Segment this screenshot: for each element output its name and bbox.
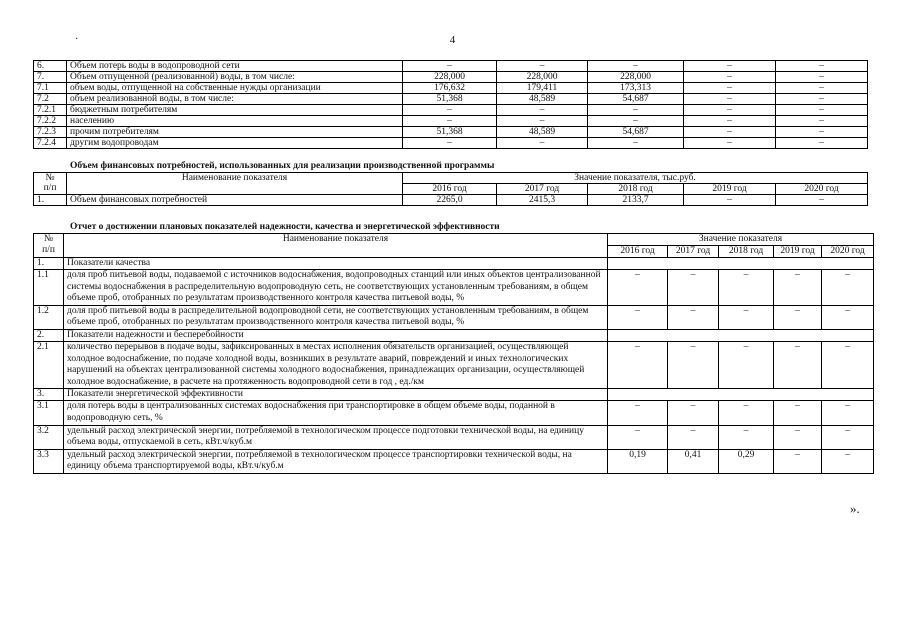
row-name: доля проб питьевой воды, подаваемой с источников водоснабжения, водопроводных станций или иных объектов централизованной системы водоснабжения в распределительную водопроводную сеть, не соответствующих установленным требованиям, в общем объеме проб, отобранных по результатам производственного контроля качества питьевой воды, % (64, 270, 608, 306)
stray-dot: · (75, 34, 79, 45)
row-num: 7.2.2 (34, 116, 67, 127)
row-value: 48,589 (497, 127, 588, 138)
row-value: – (776, 83, 868, 94)
row-num: 3.2 (34, 425, 64, 449)
section-row (34, 329, 874, 341)
row-value: – (774, 341, 822, 388)
row-value: 179,411 (497, 83, 588, 94)
row-value: – (403, 105, 497, 116)
row-value: – (684, 94, 776, 105)
header-value: Значение показателя, тыс.руб. (403, 173, 868, 184)
section-name: Показатели энергетической эффективности (64, 389, 608, 401)
indicators-table (33, 233, 874, 474)
financial-needs-title: Объем финансовых потребностей, использованных для реализации производственной программы (70, 161, 495, 171)
row-value: – (774, 449, 822, 473)
row-value: – (684, 116, 776, 127)
table-row (34, 94, 868, 105)
row-value: 48,589 (497, 94, 588, 105)
row-value: 51,368 (403, 127, 497, 138)
table-row (34, 127, 868, 138)
row-num: 7.2.4 (34, 138, 67, 149)
row-value: 0,29 (719, 449, 774, 473)
row-num: 3.1 (34, 401, 64, 425)
row-name: прочим потребителям (67, 127, 403, 138)
row-name: количество перерывов в подаче воды, зафиксированных в местах исполнения обязательств организацией, осуществляющей холодное водоснабжение, по подаче холодной воды, возникших в результате аварий, повреждений и иных технологических нарушений на объектах централизованной системы холодного водоснабжения, принадлежащих организации, осуществляющей холодное водоснабжение, в расчете на протяженность водопроводной сети в год , ед./км (64, 341, 608, 388)
row-value: – (668, 425, 719, 449)
row-num: 1. (34, 195, 67, 206)
year-header: 2018 год (719, 246, 774, 258)
row-value: – (588, 61, 684, 72)
row-value: – (776, 116, 868, 127)
row-value: 2265,0 (403, 195, 497, 206)
indicators-header-row-1 (34, 234, 874, 246)
table-row (34, 270, 874, 306)
row-value: – (822, 270, 874, 306)
row-value: – (822, 341, 874, 388)
year-header: 2017 год (497, 184, 588, 195)
indicators-rows (34, 234, 874, 474)
financial-header-row-1 (34, 173, 868, 184)
row-value: – (684, 105, 776, 116)
table-row (34, 138, 868, 149)
year-header: 2019 год (774, 246, 822, 258)
row-value: 228,000 (588, 72, 684, 83)
table-row (34, 72, 868, 83)
table-row (34, 341, 874, 388)
row-value: – (774, 305, 822, 329)
financial-needs-table (33, 172, 868, 206)
row-value: 173,313 (588, 83, 684, 94)
row-value: – (776, 61, 868, 72)
row-value: 2415,3 (497, 195, 588, 206)
row-value: – (608, 341, 668, 388)
row-value: – (776, 195, 868, 206)
row-num: 1. (34, 258, 64, 270)
row-value: – (668, 401, 719, 425)
row-name: доля потерь воды в централизованных системах водоснабжения при транспортировке в общем объеме воды, поданной в водопроводную сеть, % (64, 401, 608, 425)
year-header: 2016 год (608, 246, 668, 258)
table-row (34, 305, 874, 329)
row-value: 54,687 (588, 127, 684, 138)
row-value: – (497, 61, 588, 72)
row-value: – (719, 401, 774, 425)
page-number: 4 (449, 34, 456, 46)
row-value: – (608, 305, 668, 329)
closing-quote: ». (850, 501, 860, 516)
row-value: – (668, 341, 719, 388)
row-value: – (403, 61, 497, 72)
row-num: 7.2.1 (34, 105, 67, 116)
row-value: – (497, 116, 588, 127)
section-row (34, 389, 874, 401)
row-value: – (776, 105, 868, 116)
header-num: № п/п (34, 234, 64, 258)
row-value: 176,632 (403, 83, 497, 94)
row-name: объем воды, отпущенной на собственные нужды организации (67, 83, 403, 94)
row-value: – (776, 72, 868, 83)
table-row (34, 116, 868, 127)
table-row (34, 61, 868, 72)
row-name: объем реализованной воды, в том числе: (67, 94, 403, 105)
row-value: – (822, 305, 874, 329)
row-num: 2. (34, 329, 64, 341)
row-value: – (776, 138, 868, 149)
empty-cell (608, 329, 874, 341)
row-num: 1.2 (34, 305, 64, 329)
row-name: населению (67, 116, 403, 127)
section-row (34, 258, 874, 270)
table-row (34, 105, 868, 116)
row-value: 51,368 (403, 94, 497, 105)
row-value: – (822, 401, 874, 425)
row-value: 54,687 (588, 94, 684, 105)
row-value: – (684, 138, 776, 149)
row-value: – (608, 270, 668, 306)
year-header: 2019 год (684, 184, 776, 195)
header-name: Наименование показателя (64, 234, 608, 258)
year-header: 2016 год (403, 184, 497, 195)
row-num: 1.1 (34, 270, 64, 306)
row-value: – (776, 94, 868, 105)
row-name: бюджетным потребителям (67, 105, 403, 116)
row-name: Объем потерь воды в водопроводной сети (67, 61, 403, 72)
row-value: 0,19 (608, 449, 668, 473)
empty-cell (608, 389, 874, 401)
year-header: 2020 год (822, 246, 874, 258)
row-value: – (608, 425, 668, 449)
year-header: 2017 год (668, 246, 719, 258)
row-value: – (497, 138, 588, 149)
row-value: – (822, 425, 874, 449)
row-value: – (588, 116, 684, 127)
row-value: 228,000 (497, 72, 588, 83)
year-header: 2018 год (588, 184, 684, 195)
row-value: 0,41 (668, 449, 719, 473)
row-value: – (588, 138, 684, 149)
row-value: – (684, 83, 776, 94)
row-value: – (403, 138, 497, 149)
row-name: доля проб питьевой воды в распределительной водопроводной сети, не соответствующих установленным требованиям, в общем объеме проб, отобранных по результатам производственного контроля качества питьевой воды, % (64, 305, 608, 329)
row-value: – (776, 127, 868, 138)
row-value: – (668, 270, 719, 306)
table-row (34, 425, 874, 449)
indicators-report-title: Отчет о достижении плановых показателей надежности, качества и энергетической эффективности (70, 222, 500, 232)
row-value: 228,000 (403, 72, 497, 83)
row-value: – (684, 61, 776, 72)
header-num: № п/п (34, 173, 67, 195)
row-num: 7.1 (34, 83, 67, 94)
row-value: – (719, 270, 774, 306)
row-num: 7. (34, 72, 67, 83)
row-value: – (719, 341, 774, 388)
row-value: 2133,7 (588, 195, 684, 206)
table-row (34, 401, 874, 425)
empty-cell (608, 258, 874, 270)
section-name: Показатели качества (64, 258, 608, 270)
row-value: – (774, 425, 822, 449)
row-value: – (497, 105, 588, 116)
table-row (34, 195, 868, 206)
row-value: – (774, 270, 822, 306)
row-value: – (719, 305, 774, 329)
year-header: 2020 год (776, 184, 868, 195)
table-row (34, 83, 868, 94)
row-name: удельный расход электрической энергии, потребляемой в технологическом процессе подготовки технической воды, на единицу объема воды, отпускаемой в сеть, кВт.ч/куб.м (64, 425, 608, 449)
row-name: другим водопроводам (67, 138, 403, 149)
row-num: 2.1 (34, 341, 64, 388)
row-num: 7.2 (34, 94, 67, 105)
row-name: Объем финансовых потребностей (67, 195, 403, 206)
row-num: 6. (34, 61, 67, 72)
row-num: 3.3 (34, 449, 64, 473)
row-value: – (684, 127, 776, 138)
section-name: Показатели надежности и бесперебойности (64, 329, 608, 341)
row-name: удельный расход электрической энергии, потребляемой в технологическом процессе транспортировки технической воды, на единицу объема транспортируемой воды, кВт.ч/куб.м (64, 449, 608, 473)
row-num: 7.2.3 (34, 127, 67, 138)
header-name: Наименование показателя (67, 173, 403, 195)
row-value: – (822, 449, 874, 473)
row-value: – (588, 105, 684, 116)
row-name: Объем отпущенной (реализованной) воды, в том числе: (67, 72, 403, 83)
row-value: – (668, 305, 719, 329)
water-volume-table (33, 60, 868, 149)
row-value: – (774, 401, 822, 425)
row-value: – (719, 425, 774, 449)
water-volume-rows (34, 61, 868, 149)
row-value: – (684, 72, 776, 83)
row-value: – (403, 116, 497, 127)
table-row (34, 449, 874, 473)
row-value: – (684, 195, 776, 206)
row-num: 3. (34, 389, 64, 401)
row-value: – (608, 401, 668, 425)
header-value: Значение показателя (608, 234, 874, 246)
